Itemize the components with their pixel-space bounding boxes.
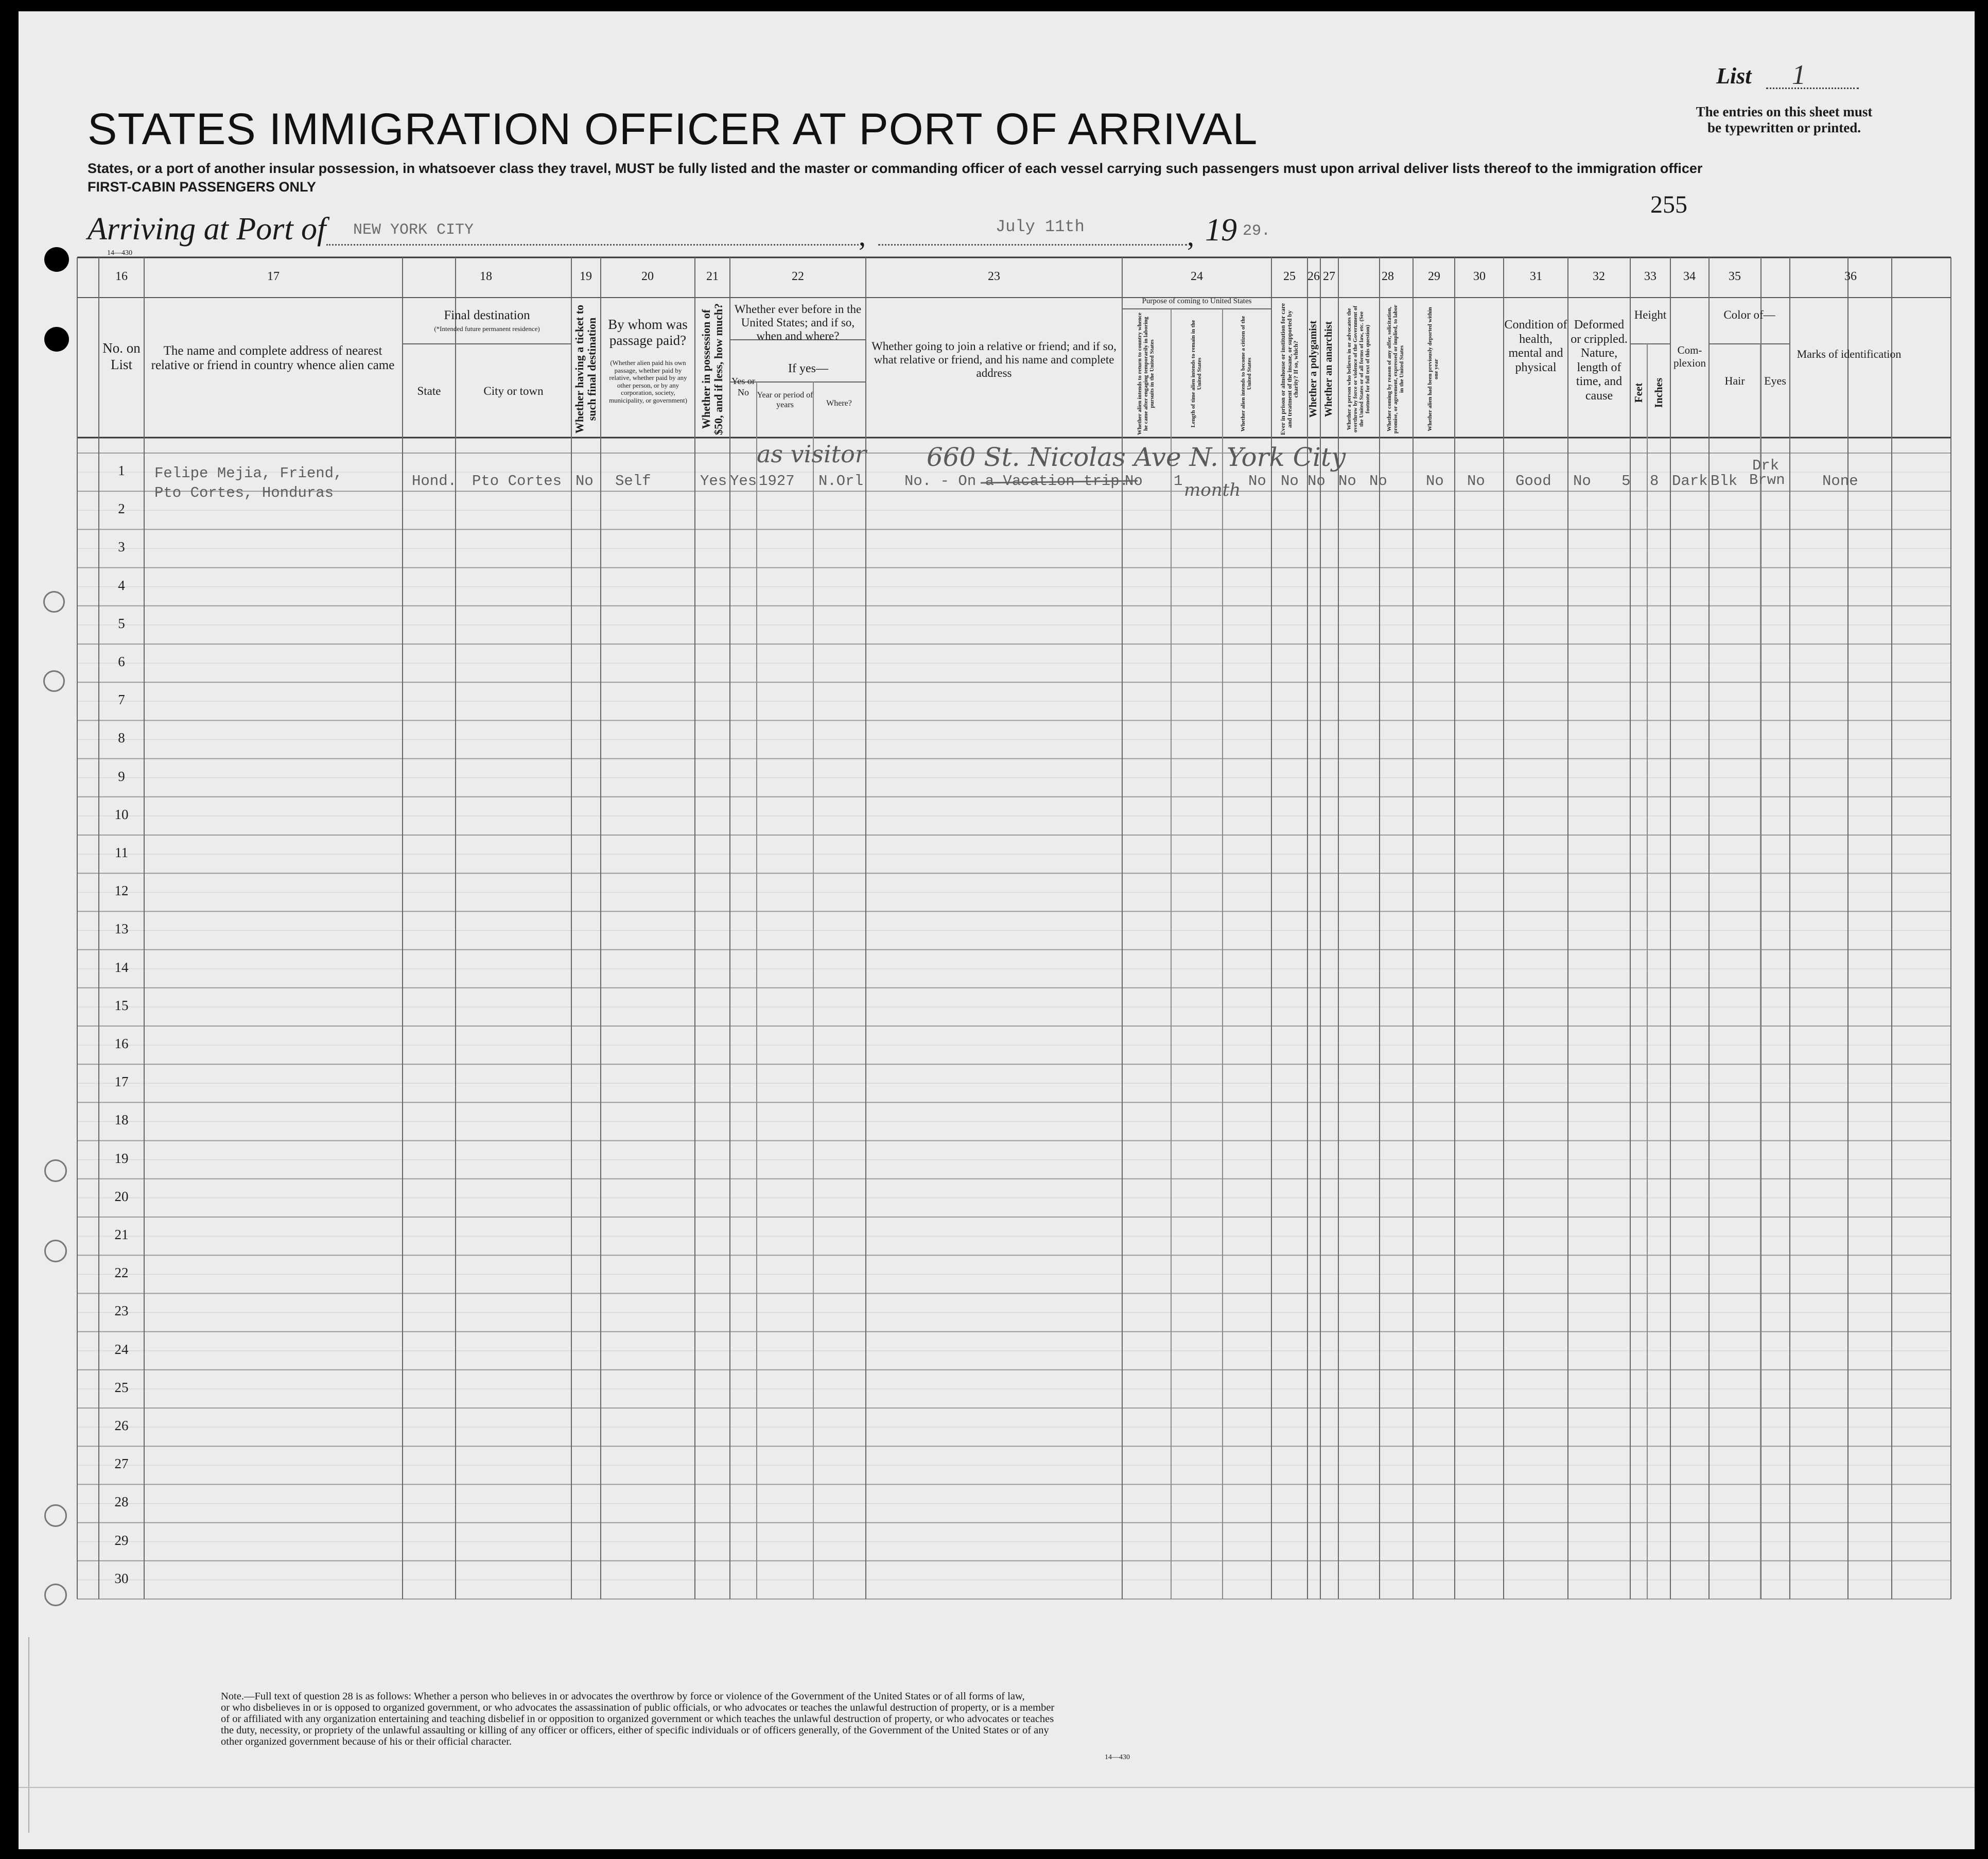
footnote-line: other organized government because of his or their official character.	[221, 1736, 512, 1747]
entry-marks: None	[1822, 473, 1858, 490]
form-grid	[19, 11, 1975, 1849]
entry-ticket: No	[576, 473, 594, 490]
header-height: Height	[1634, 308, 1667, 321]
entry-eyes-line2: Brwn	[1749, 472, 1785, 489]
year-suffix: 29.	[1243, 222, 1271, 240]
footnote-line: or who disbelieves in or is opposed to organized government, or who advocates the assassination of public officials, or who advocates or teaches the unlawful destruction of property, or is a member	[221, 1702, 1055, 1713]
entry-return: No	[1125, 473, 1143, 490]
entry-overthrow: No	[1369, 473, 1387, 490]
page-title: STATES IMMIGRATION OFFICER AT PORT OF ARRIVAL	[88, 105, 1258, 154]
date-comma: ,	[1187, 220, 1194, 252]
reinforcement-ring-6	[43, 670, 65, 692]
row-number-12: 12	[114, 883, 129, 899]
header-purpose-length: Length of time alien intends to remain in the United States	[1190, 320, 1202, 428]
entry-before-year: 1927	[759, 473, 795, 490]
port-rule	[326, 244, 859, 246]
footnote-code: 14—430	[1105, 1753, 1130, 1761]
entry-polygamist: No	[1307, 473, 1326, 490]
reinforcement-ring-28	[44, 1504, 67, 1527]
header-if-yes: If yes—	[788, 362, 828, 375]
column-number-19: 19	[580, 270, 592, 283]
entries-note-2: be typewritten or printed.	[1707, 120, 1861, 135]
handwritten-visitor: as visitor	[757, 440, 866, 468]
entry-state: Hond.	[412, 473, 457, 490]
header-yes-no: Yes or No	[731, 376, 755, 397]
header-final-destination: Final destination	[444, 308, 530, 322]
column-number-26: 26	[1307, 270, 1320, 283]
header-health: Condition of health, mental and physical	[1504, 318, 1567, 374]
row-number-22: 22	[114, 1265, 129, 1281]
handwritten-address: 660 St. Nicolas Ave N. York City	[927, 442, 1346, 472]
header-passage-note: (Whether alien paid his own passage, whether paid by relative, whether paid by any other person, or by any corporation, society, municipality, or government)	[609, 359, 687, 404]
header-no-on-list: No. on List	[102, 340, 141, 373]
column-number-30: 30	[1473, 270, 1486, 283]
header-city: City or town	[483, 385, 544, 397]
header-money: Whether in possession of $50, and if less, how much?	[700, 303, 725, 436]
port-value: NEW YORK CITY	[353, 221, 474, 239]
row-number-7: 7	[118, 692, 125, 708]
entry-citizen: No	[1248, 473, 1266, 490]
row-number-30: 30	[114, 1570, 129, 1586]
reinforcement-ring-21	[44, 1240, 67, 1262]
list-number-rule	[1766, 88, 1859, 89]
entry-anarchist: No	[1338, 473, 1356, 490]
entry-feet: 5	[1621, 473, 1631, 490]
column-number-31: 31	[1530, 270, 1542, 283]
entry-inches: 8	[1650, 473, 1659, 490]
header-purpose: Purpose of coming to United States	[1142, 297, 1252, 305]
entry-complexion: Dark	[1672, 473, 1708, 490]
header-inches: Inches	[1652, 377, 1665, 408]
reinforcement-ring-19	[44, 1159, 67, 1182]
date-rule	[878, 244, 1187, 246]
reinforcement-ring-4	[43, 591, 65, 613]
entry-relative-line2: Pto Cortes, Honduras	[154, 484, 334, 501]
column-number-17: 17	[267, 270, 280, 283]
header-purpose-citizen: Whether alien intends to become a citizen of the United States	[1240, 316, 1252, 432]
punch-hole-top	[44, 247, 69, 272]
column-number-28: 28	[1382, 270, 1394, 283]
date-value: July 11th	[996, 217, 1085, 236]
header-state: State	[417, 385, 441, 397]
row-number-10: 10	[114, 806, 129, 822]
footnote-line: the duty, necessity, or propriety of the unlawful assaulting or killing of any officer or officers, either of specific individuals or of officers generally, of the Government of the United States or of any	[221, 1725, 1049, 1736]
column-number-34: 34	[1683, 270, 1696, 283]
entry-length: 1	[1174, 473, 1183, 490]
entry-relative-line1: Felipe Mejia, Friend,	[154, 465, 343, 482]
port-comma: ,	[859, 220, 866, 252]
row-number-20: 20	[114, 1188, 129, 1204]
entry-deformed: No	[1573, 473, 1591, 490]
row-number-4: 4	[118, 577, 125, 593]
header-marks: Marks of identification	[1797, 348, 1902, 360]
column-number-22: 22	[792, 270, 804, 283]
row-number-21: 21	[114, 1227, 129, 1242]
row-number-24: 24	[114, 1341, 129, 1357]
entry-offer: No	[1426, 473, 1444, 490]
header-where: Where?	[826, 399, 852, 408]
list-label: List	[1716, 63, 1752, 89]
class-line: FIRST-CABIN PASSENGERS ONLY	[88, 179, 317, 195]
handwritten-month: month	[1184, 480, 1241, 500]
row-number-18: 18	[114, 1112, 129, 1128]
header-prison: Ever in prison or almshouse or institution for care and treatment of the insane, or supported by charity? If so, which?	[1279, 303, 1300, 436]
header-purpose-return: Whether alien intends to return to country whence he came after engaging temporarily in laboring pursuits in the United States	[1137, 312, 1155, 435]
row-number-3: 3	[118, 539, 125, 555]
row-number-6: 6	[118, 654, 125, 669]
row-number-26: 26	[114, 1418, 129, 1433]
row-number-14: 14	[114, 959, 129, 975]
row-number-9: 9	[118, 768, 125, 784]
column-number-18: 18	[480, 270, 492, 283]
header-eyes: Eyes	[1764, 374, 1786, 387]
instructions-line: States, or a port of another insular possession, in whatsoever class they travel, MUST be fully listed and the master or commanding officer of each vessel carrying such passengers must upon arrival deliver lists thereof to the immigration officer	[88, 161, 1703, 176]
header-ticket: Whether having a ticket to such final destination	[573, 304, 598, 434]
column-number-29: 29	[1428, 270, 1440, 283]
arriving-label: Arriving at Port of	[88, 212, 326, 247]
row-number-25: 25	[114, 1379, 129, 1395]
row-number-15: 15	[114, 997, 129, 1013]
row-number-19: 19	[114, 1150, 129, 1166]
header-hair: Hair	[1724, 374, 1745, 387]
entry-paid-by: Self	[615, 473, 651, 490]
header-feet: Feet	[1632, 383, 1645, 403]
row-number-2: 2	[118, 501, 125, 517]
row-number-16: 16	[114, 1036, 129, 1051]
column-number-27: 27	[1323, 270, 1335, 283]
row-number-23: 23	[114, 1303, 129, 1319]
header-anarchist: Whether an anarchist	[1323, 321, 1335, 417]
column-number-23: 23	[988, 270, 1000, 283]
header-complexion: Com- plexion	[1673, 344, 1706, 370]
list-number: 1	[1792, 59, 1806, 90]
footnote-line: of or affiliated with any organization entertaining and teaching disbelief in or opposition to organized government or which teaches the unlawful destruction of property, or who advocates or teaches	[221, 1713, 1054, 1725]
header-offer: Whether coming by reason of any offer, solicitation, promise, or agreement, expressed or implied, to labor in the United States	[1386, 304, 1405, 434]
entry-prison: No	[1281, 473, 1299, 490]
column-number-35: 35	[1729, 270, 1741, 283]
entry-before-yes: Yes	[730, 473, 757, 490]
column-number-32: 32	[1593, 270, 1605, 283]
entry-city: Pto Cortes	[472, 473, 562, 490]
header-final-destination-note: (*Intended future permanent residence)	[434, 325, 540, 333]
column-number-33: 33	[1644, 270, 1656, 283]
header-deported: Whether alien had been previously deported within one year	[1427, 307, 1439, 431]
entry-money: Yes	[700, 473, 727, 490]
header-year-period: Year or period of years	[757, 391, 813, 410]
header-color: Color of—	[1723, 308, 1775, 321]
row-number-13: 13	[114, 921, 129, 937]
column-number-16: 16	[115, 270, 128, 283]
entry-join: No. - On a Vacation trip.	[904, 473, 1129, 490]
manifest-sheet	[19, 11, 1975, 1849]
row-number-28: 28	[114, 1494, 129, 1510]
entries-note-1: The entries on this sheet must	[1696, 104, 1873, 119]
header-ever-before: Whether ever before in the United States; and if so, when and where?	[734, 303, 862, 342]
punch-hole-second	[44, 327, 69, 352]
row-number-5: 5	[118, 615, 125, 631]
row-number-11: 11	[115, 845, 128, 860]
header-join-relative: Whether going to join a relative or friend; and if so, what relative or friend, and his name and complete address	[871, 340, 1117, 379]
column-number-36: 36	[1844, 270, 1857, 283]
sheet-number: 255	[1650, 191, 1687, 218]
form-code-top: 14—430	[107, 249, 132, 257]
entry-health: Good	[1515, 473, 1551, 490]
row-number-27: 27	[114, 1456, 129, 1472]
reinforcement-ring-30	[44, 1584, 67, 1606]
year-prefix: 19	[1205, 213, 1237, 248]
footnote	[221, 1691, 1209, 1747]
row-number-8: 8	[118, 730, 125, 746]
header-overthrow: Whether a person who believes in or advocates the overthrow by force or violence of the Government of the United States or of all forms of law, etc. (See footnote for full text of this question)	[1346, 305, 1371, 433]
column-number-20: 20	[641, 270, 654, 283]
entry-before-where: N.Orl	[818, 473, 864, 490]
header-polygamist: Whether a polygamist	[1307, 320, 1319, 418]
entry-hair: Blk	[1711, 473, 1738, 490]
column-number-21: 21	[706, 270, 719, 283]
footnote-line: Note.—Full text of question 28 is as follows: Whether a person who believes in or advocates the overthrow by force or violence of the Government of the United States or of all forms of law,	[221, 1691, 1025, 1702]
entry-deported: No	[1467, 473, 1485, 490]
header-passage-paid: By whom was passage paid?	[608, 317, 688, 349]
row-number-1: 1	[118, 463, 125, 478]
column-number-25: 25	[1283, 270, 1296, 283]
entry-eyes-line1: Drk	[1752, 457, 1780, 474]
header-relative-address: The name and complete address of nearest relative or friend in country whence alien came	[151, 344, 395, 372]
column-number-24: 24	[1191, 270, 1203, 283]
header-deformed: Deformed or crippled. Nature, length of time, and cause	[1571, 318, 1628, 403]
row-number-29: 29	[114, 1532, 129, 1548]
row-number-17: 17	[114, 1074, 129, 1090]
